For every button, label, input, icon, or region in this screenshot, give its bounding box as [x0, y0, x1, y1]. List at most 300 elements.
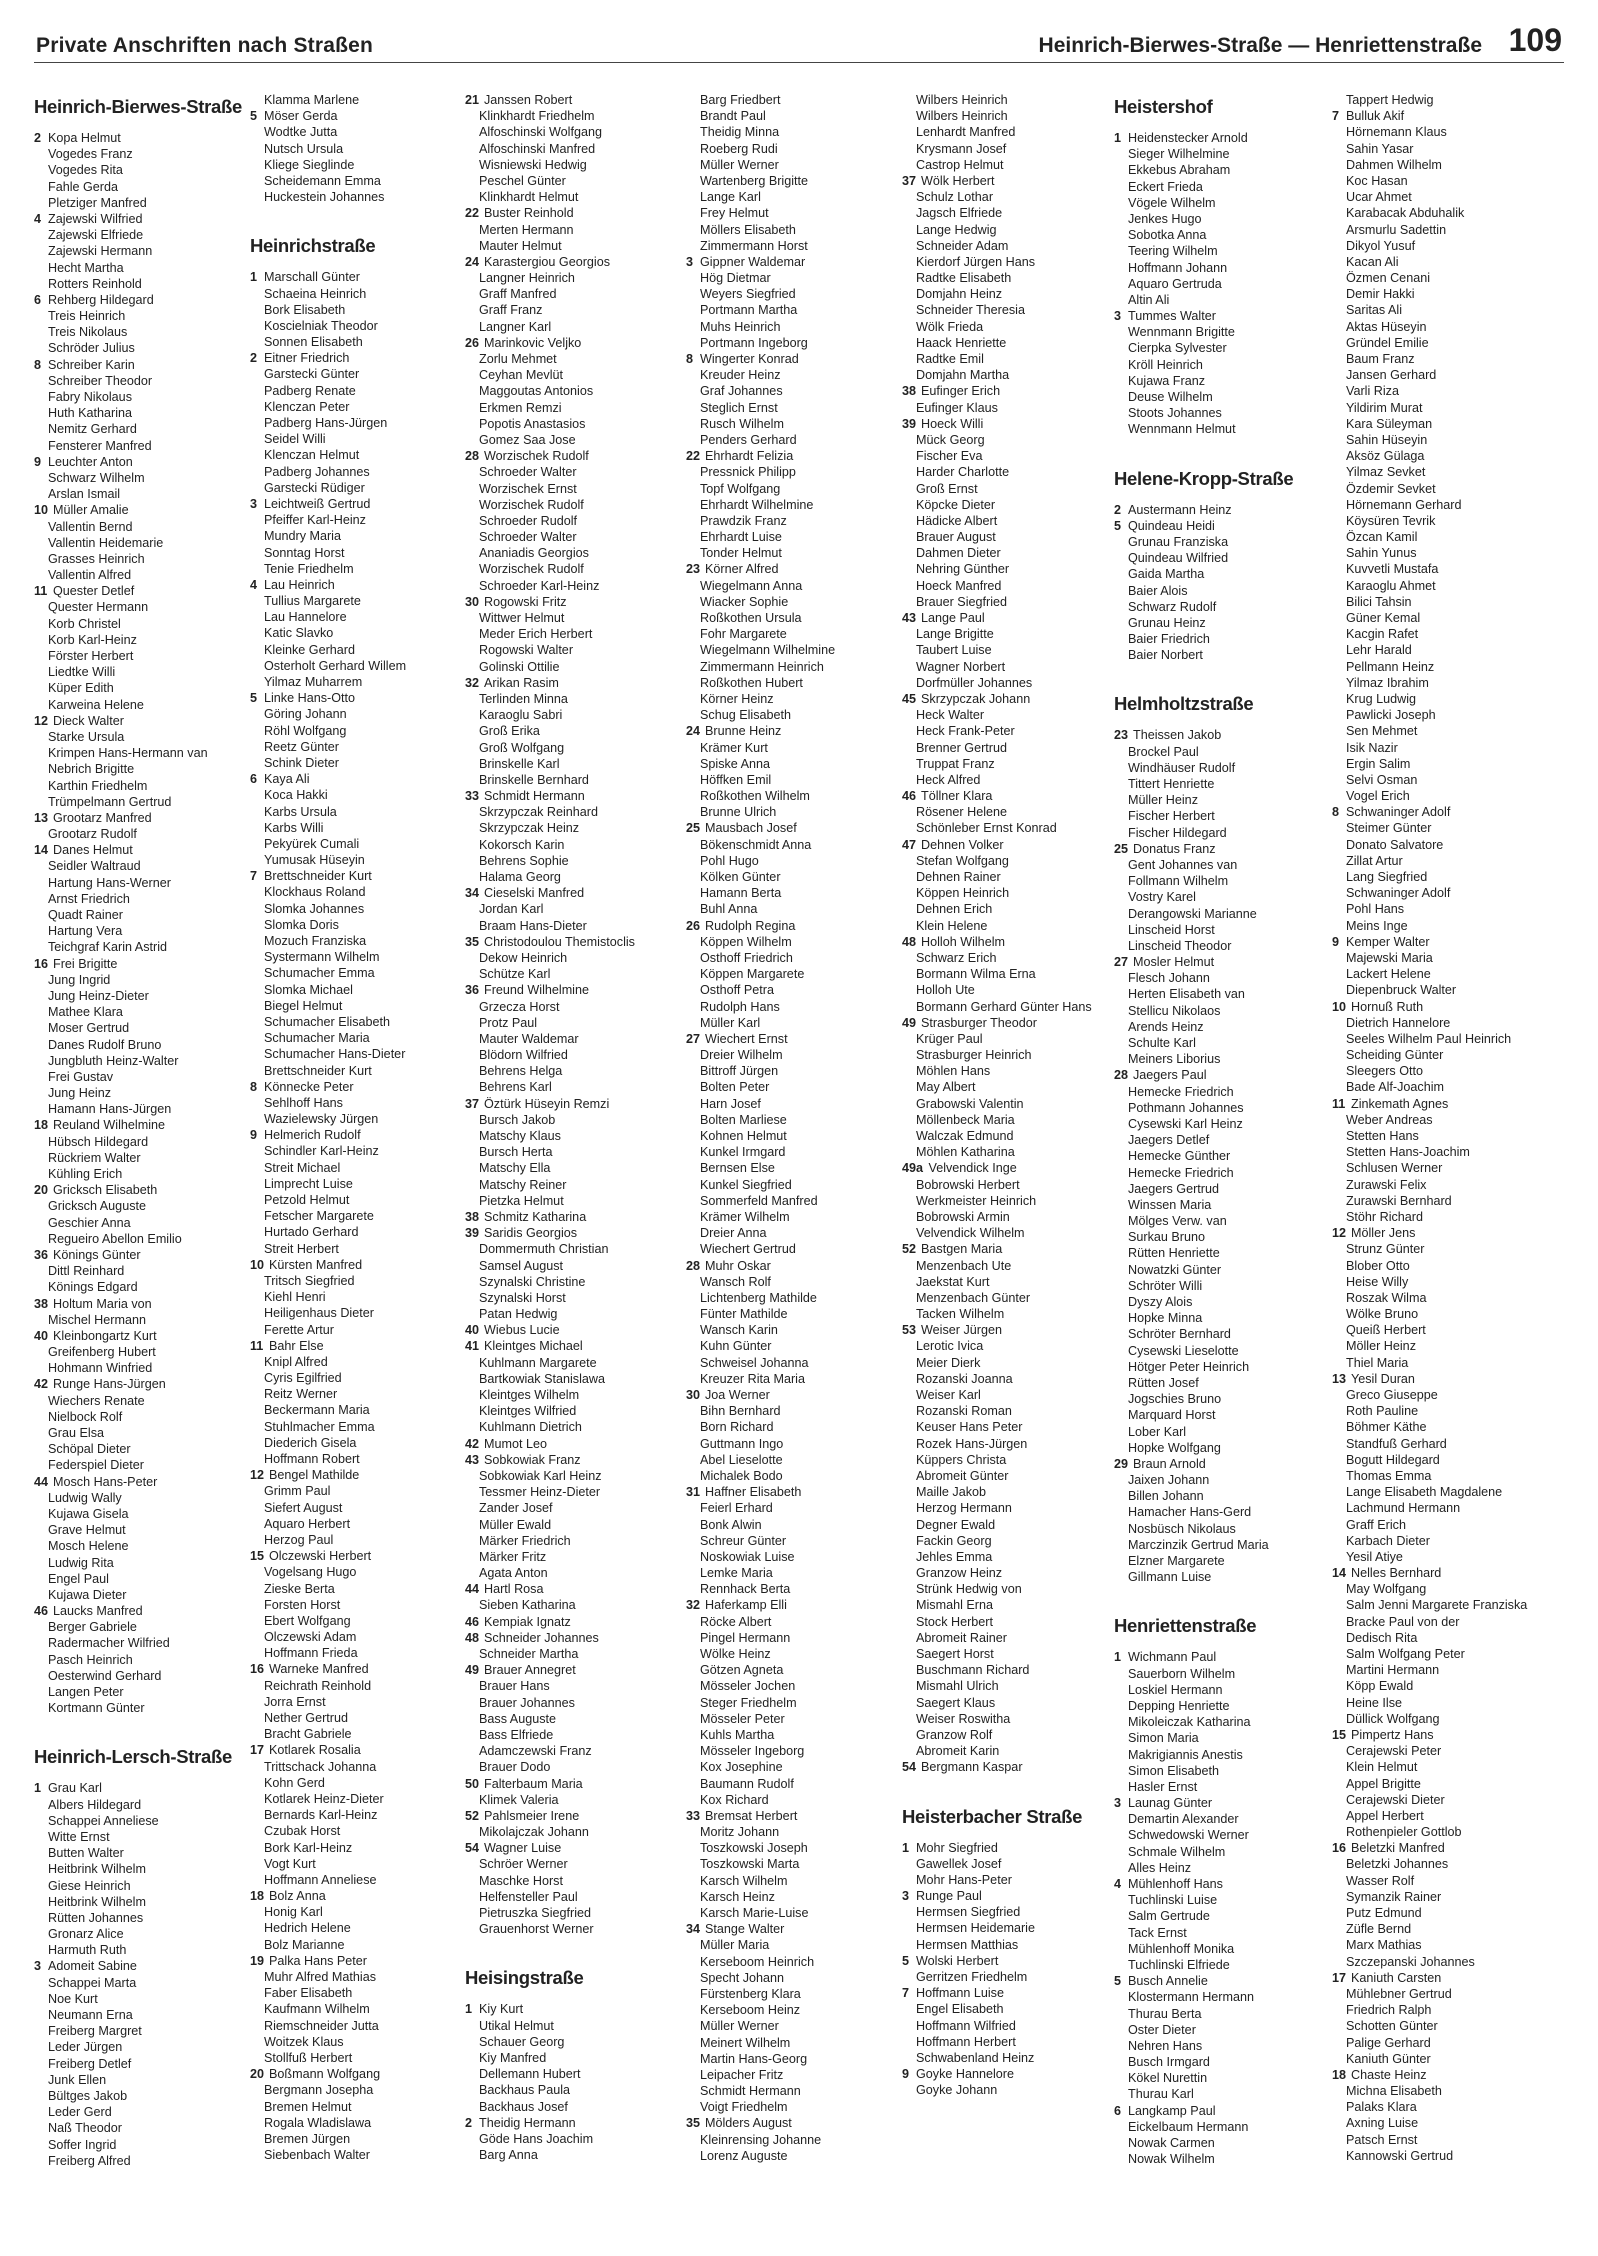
- resident-entry: [1114, 1262, 1314, 1278]
- resident-entry: [1332, 772, 1532, 788]
- resident-entry: [1332, 1986, 1532, 2002]
- resident-name: Mikolajczak Johann: [479, 1825, 589, 1840]
- resident-name: Adamczewski Franz: [479, 1744, 592, 1759]
- resident-entry: [465, 157, 665, 173]
- resident-entry: [902, 2082, 1102, 2098]
- resident-entry: [1114, 1132, 1314, 1148]
- resident-entry: [1114, 405, 1314, 421]
- resident-name: Symanzik Rainer: [1346, 1889, 1442, 1904]
- resident-name: Yilmaz Ibrahim: [1346, 675, 1429, 690]
- directory-column-4: [686, 92, 886, 2164]
- resident-name: Vogedes Franz: [48, 147, 133, 162]
- house-number: 3: [686, 254, 694, 269]
- house-number: 3: [34, 1959, 42, 1974]
- resident-name: Kara Süleyman: [1346, 416, 1433, 431]
- resident-name: Arslan Ismail: [48, 487, 121, 502]
- resident-entry: [250, 642, 450, 658]
- resident-name: Sommerfeld Manfred: [700, 1193, 818, 1208]
- house-number: 48: [902, 934, 917, 949]
- resident-name: Loskiel Hermann: [1128, 1682, 1223, 1697]
- resident-name: Treis Nikolaus: [48, 325, 128, 340]
- resident-name: Demir Hakki: [1346, 287, 1415, 302]
- resident-entry: [465, 383, 665, 399]
- resident-entry: [1332, 481, 1532, 497]
- resident-entry: [34, 195, 234, 211]
- resident-entry: [686, 772, 886, 788]
- resident-name: Güner Kemal: [1346, 611, 1421, 625]
- resident-name: Jaegers Detlef: [1128, 1133, 1210, 1148]
- resident-entry: [250, 2050, 450, 2066]
- resident-entry: [465, 270, 665, 286]
- resident-entry: [1114, 1424, 1314, 1440]
- resident-name: Billen Johann: [1128, 1489, 1204, 1504]
- resident-entry: [465, 901, 665, 917]
- resident-name: Helmerich Rudolf: [264, 1128, 361, 1143]
- resident-name: Bolz Marianne: [264, 1937, 345, 1952]
- resident-name: May Wolfgang: [1346, 1582, 1427, 1597]
- resident-entry: [34, 923, 234, 939]
- resident-name: Schneider Johannes: [484, 1630, 599, 1645]
- resident-name: Haack Henriette: [916, 335, 1007, 350]
- resident-name: Appel Brigitte: [1346, 1776, 1421, 1791]
- resident-name: Helfensteller Paul: [479, 1889, 578, 1904]
- resident-name: Schütze Karl: [479, 967, 551, 982]
- resident-name: Velvendick Inge: [928, 1161, 1017, 1176]
- resident-name: Kujawa Franz: [1128, 373, 1205, 388]
- resident-entry: [465, 1177, 665, 1193]
- resident-name: Wölke Heinz: [700, 1647, 771, 1661]
- resident-entry: [250, 1661, 450, 1677]
- resident-name: Erkmen Remzi: [479, 400, 562, 415]
- resident-name: Schwarz Rudolf: [1128, 599, 1217, 614]
- resident-name: Langen Peter: [48, 1685, 124, 1699]
- resident-name: Treis Heinrich: [48, 309, 126, 324]
- resident-name: Guttmann Ingo: [700, 1436, 784, 1451]
- resident-entry: [465, 448, 665, 464]
- resident-name: Lange Paul: [921, 611, 985, 625]
- resident-name: Patsch Ernst: [1346, 2132, 1418, 2147]
- resident-entry: [34, 1780, 234, 1796]
- resident-entry: [250, 949, 450, 965]
- house-number: 28: [1114, 1068, 1129, 1083]
- resident-entry: [1332, 2051, 1532, 2067]
- resident-entry: [902, 594, 1102, 610]
- resident-name: Wartenberg Brigitte: [700, 173, 809, 188]
- house-number: 16: [34, 956, 49, 971]
- resident-name: Danes Rudolf Bruno: [48, 1037, 162, 1052]
- resident-name: Oesterwind Gerhard: [48, 1668, 162, 1683]
- resident-name: Schröder Julius: [48, 341, 135, 356]
- resident-name: Hötger Peter Heinrich: [1128, 1359, 1250, 1374]
- resident-entry: [250, 1613, 450, 1629]
- resident-entry: [1114, 760, 1314, 776]
- resident-name: Schwaninger Adolf: [1346, 886, 1451, 901]
- resident-name: Muhr Alfred Mathias: [264, 1970, 376, 1984]
- resident-entry: [34, 1652, 234, 1668]
- resident-entry: [1332, 448, 1532, 464]
- resident-name: Klamma Marlene: [264, 93, 360, 107]
- resident-entry: [34, 1328, 234, 1344]
- resident-name: Bremen Helmut: [264, 2099, 352, 2114]
- resident-entry: [686, 432, 886, 448]
- resident-entry: [1114, 389, 1314, 405]
- resident-name: Fischer Eva: [916, 449, 983, 464]
- resident-name: Aksöz Gülaga: [1346, 449, 1425, 464]
- resident-entry: [1332, 1225, 1532, 1241]
- resident-name: Rotters Reinhold: [48, 276, 142, 291]
- resident-name: Abel Lieselotte: [700, 1452, 783, 1467]
- resident-entry: [465, 2131, 665, 2147]
- resident-entry: [465, 594, 665, 610]
- resident-entry: [1114, 1019, 1314, 1035]
- resident-name: Schlusen Werner: [1346, 1161, 1443, 1176]
- resident-name: Radermacher Wilfried: [48, 1636, 170, 1651]
- resident-entry: [902, 999, 1102, 1015]
- resident-entry: [902, 659, 1102, 675]
- resident-entry: [1114, 1908, 1314, 1924]
- resident-entry: [1114, 1682, 1314, 1698]
- resident-entry: [1332, 141, 1532, 157]
- resident-name: Reuland Wilhelmine: [53, 1118, 165, 1133]
- resident-entry: [465, 1160, 665, 1176]
- resident-name: Sahin Yunus: [1346, 546, 1417, 561]
- resident-entry: [250, 1904, 450, 1920]
- resident-entry: [1114, 2086, 1314, 2102]
- resident-entry: [686, 497, 886, 513]
- resident-entry: [1332, 804, 1532, 820]
- resident-name: Jung Heinz-Dieter: [48, 988, 149, 1003]
- house-number: 23: [686, 562, 701, 577]
- resident-entry: [902, 1678, 1102, 1694]
- resident-entry: [1332, 432, 1532, 448]
- resident-entry: [465, 691, 665, 707]
- resident-entry: [34, 470, 234, 486]
- resident-entry: [1332, 1792, 1532, 1808]
- resident-entry: [902, 820, 1102, 836]
- resident-name: Bork Karl-Heinz: [264, 1840, 353, 1855]
- resident-name: Mosch Hans-Peter: [53, 1474, 158, 1489]
- resident-entry: [465, 1597, 665, 1613]
- resident-name: Palige Gerhard: [1346, 2035, 1431, 2050]
- resident-name: Langner Heinrich: [479, 271, 575, 286]
- resident-entry: [1332, 1241, 1532, 1257]
- resident-entry: [465, 1355, 665, 1371]
- resident-name: Dikyol Yusuf: [1346, 238, 1416, 253]
- resident-entry: [34, 486, 234, 502]
- resident-name: Kaya Ali: [264, 772, 310, 787]
- resident-name: Graff Erich: [1346, 1517, 1406, 1532]
- resident-entry: [686, 1856, 886, 1872]
- resident-name: Jaekstat Kurt: [916, 1274, 990, 1289]
- house-number: 44: [34, 1474, 49, 1489]
- resident-name: Portmann Ingeborg: [700, 335, 808, 350]
- resident-name: Patan Hedwig: [479, 1307, 558, 1322]
- resident-name: Brunne Heinz: [705, 724, 782, 739]
- resident-entry: [686, 1808, 886, 1824]
- resident-entry: [686, 1468, 886, 1484]
- resident-name: Strasburger Theodor: [921, 1015, 1037, 1030]
- resident-name: Wiegelmann Wilhelmine: [700, 643, 836, 658]
- resident-entry: [1332, 740, 1532, 756]
- page-header: [34, 20, 1564, 63]
- resident-entry: [1332, 157, 1532, 173]
- resident-entry: [465, 1873, 665, 1889]
- resident-name: Blober Otto: [1346, 1258, 1410, 1273]
- house-number: 8: [686, 352, 694, 366]
- resident-name: Bracke Paul von der: [1346, 1614, 1460, 1629]
- resident-entry: [1332, 1759, 1532, 1775]
- house-number: 25: [686, 821, 701, 836]
- resident-name: Warneke Manfred: [269, 1662, 369, 1677]
- resident-name: Holtum Maria von: [53, 1296, 152, 1311]
- resident-name: Pellmann Heinz: [1346, 659, 1435, 674]
- resident-entry: [465, 497, 665, 513]
- resident-name: Naß Theodor: [48, 2121, 122, 2136]
- resident-name: Bilici Tahsin: [1346, 594, 1412, 609]
- resident-name: Krysmann Josef: [916, 141, 1007, 156]
- resident-name: Müller Karl: [700, 1015, 761, 1030]
- resident-name: Jogschies Bruno: [1128, 1392, 1222, 1407]
- resident-entry: [1332, 1711, 1532, 1727]
- resident-entry: [34, 778, 234, 794]
- resident-entry: [1114, 1957, 1314, 1973]
- resident-entry: [34, 761, 234, 777]
- resident-name: Selvi Osman: [1346, 772, 1418, 787]
- resident-entry: [1332, 610, 1532, 626]
- house-number: 40: [34, 1328, 49, 1343]
- resident-entry: [686, 383, 886, 399]
- resident-name: Behrens Sophie: [479, 853, 569, 868]
- house-number: 39: [902, 416, 917, 431]
- resident-name: Dreier Anna: [700, 1226, 767, 1241]
- resident-name: Grau Karl: [48, 1781, 102, 1796]
- resident-entry: [902, 1144, 1102, 1160]
- resident-entry: [1332, 205, 1532, 221]
- resident-entry: [34, 2072, 234, 2088]
- resident-entry: [1332, 1856, 1532, 1872]
- resident-entry: [686, 982, 886, 998]
- resident-name: Domjahn Heinz: [916, 287, 1003, 302]
- resident-name: Ehrhardt Wilhelmine: [700, 497, 814, 512]
- resident-entry: [465, 2001, 665, 2017]
- resident-entry: [1114, 1472, 1314, 1488]
- resident-entry: [1114, 583, 1314, 599]
- resident-name: Brunne Ulrich: [700, 805, 777, 820]
- house-number: 46: [465, 1614, 480, 1629]
- resident-name: Mohr Siegfried: [916, 1840, 998, 1855]
- resident-name: Bormann Gerhard Günter Hans: [916, 999, 1092, 1014]
- resident-name: Frei Gustav: [48, 1069, 114, 1084]
- resident-entry: [902, 238, 1102, 254]
- resident-name: Stöhr Richard: [1346, 1209, 1423, 1224]
- resident-name: Forsten Horst: [264, 1597, 341, 1612]
- resident-entry: [1114, 1763, 1314, 1779]
- resident-name: Lackert Helene: [1346, 967, 1431, 982]
- resident-name: Klimek Valeria: [479, 1792, 559, 1807]
- resident-entry: [34, 1878, 234, 1894]
- resident-name: Dyszy Alois: [1128, 1295, 1193, 1309]
- resident-name: Brauer Siegfried: [916, 594, 1008, 609]
- resident-entry: [1332, 626, 1532, 642]
- resident-entry: [250, 1920, 450, 1936]
- resident-entry: [1114, 1876, 1314, 1892]
- resident-entry: [1114, 1035, 1314, 1051]
- resident-name: Schroeder Rudolf: [479, 513, 578, 528]
- resident-name: Hopke Wolfgang: [1128, 1440, 1221, 1455]
- resident-entry: [1114, 1892, 1314, 1908]
- resident-name: Behrens Helga: [479, 1064, 563, 1079]
- resident-name: Hermsen Matthias: [916, 1937, 1019, 1952]
- resident-entry: [34, 179, 234, 195]
- resident-entry: [34, 1409, 234, 1425]
- resident-entry: [902, 351, 1102, 367]
- resident-entry: [902, 1840, 1102, 1856]
- resident-entry: [1332, 1338, 1532, 1354]
- resident-name: Halama Georg: [479, 870, 561, 884]
- resident-entry: [1114, 1213, 1314, 1229]
- resident-entry: [34, 1894, 234, 1910]
- resident-entry: [686, 1338, 886, 1354]
- resident-entry: [1332, 335, 1532, 351]
- resident-name: Gricksch Elisabeth: [53, 1183, 158, 1198]
- resident-entry: [465, 950, 665, 966]
- resident-entry: [1332, 1452, 1532, 1468]
- resident-entry: [1114, 1197, 1314, 1213]
- resident-entry: [250, 1872, 450, 1888]
- resident-name: Müller Ewald: [479, 1517, 552, 1532]
- directory-column-3: [465, 92, 665, 2163]
- resident-entry: [686, 853, 886, 869]
- house-number: 52: [902, 1242, 917, 1257]
- resident-entry: [686, 2115, 886, 2131]
- house-number: 41: [465, 1339, 480, 1354]
- resident-entry: [250, 366, 450, 382]
- resident-name: Grauenhorst Werner: [479, 1922, 594, 1937]
- resident-entry: [902, 157, 1102, 173]
- resident-entry: [34, 891, 234, 907]
- resident-name: Weiser Jürgen: [921, 1323, 1002, 1338]
- resident-name: Klinkhardt Helmut: [479, 190, 579, 205]
- resident-entry: [1114, 162, 1314, 178]
- resident-entry: [686, 1079, 886, 1095]
- resident-entry: [686, 157, 886, 173]
- resident-entry: [250, 399, 450, 415]
- resident-name: Szynalski Christine: [479, 1274, 586, 1289]
- resident-name: Tessmer Heinz-Dieter: [479, 1485, 601, 1500]
- resident-entry: [902, 1565, 1102, 1581]
- resident-entry: [902, 1177, 1102, 1193]
- resident-name: Zajewski Wilfried: [48, 211, 143, 226]
- resident-name: Lange Hedwig: [916, 222, 997, 237]
- resident-entry: [465, 626, 665, 642]
- resident-name: Fürstenberg Klara: [700, 1986, 801, 2001]
- resident-entry: [34, 1571, 234, 1587]
- resident-entry: [1332, 92, 1532, 108]
- resident-entry: [250, 1791, 450, 1807]
- resident-name: Schink Dieter: [264, 755, 339, 770]
- resident-name: Yildirim Murat: [1346, 400, 1423, 415]
- resident-name: Sobotka Anna: [1128, 228, 1207, 243]
- resident-entry: [250, 836, 450, 852]
- resident-entry: [250, 998, 450, 1014]
- resident-entry: [1332, 1436, 1532, 1452]
- resident-entry: [1114, 970, 1314, 986]
- resident-entry: [1332, 950, 1532, 966]
- resident-name: Mosler Helmut: [1133, 955, 1215, 970]
- resident-name: Rothenpieler Gottlob: [1346, 1825, 1462, 1840]
- resident-name: Kiy Kurt: [479, 2002, 524, 2017]
- resident-entry: [250, 1030, 450, 1046]
- resident-entry: [250, 512, 450, 528]
- resident-entry: [250, 1969, 450, 1985]
- resident-entry: [1332, 529, 1532, 545]
- resident-entry: [1332, 1695, 1532, 1711]
- resident-entry: [1114, 179, 1314, 195]
- resident-entry: [1114, 1165, 1314, 1181]
- resident-name: Korb Christel: [48, 616, 121, 631]
- resident-name: Frei Brigitte: [53, 956, 118, 971]
- resident-entry: [1114, 146, 1314, 162]
- resident-entry: [686, 2018, 886, 2034]
- house-number: 12: [250, 1468, 265, 1483]
- resident-name: Prawdzik Franz: [700, 513, 787, 528]
- resident-entry: [1114, 550, 1314, 566]
- resident-entry: [1332, 982, 1532, 998]
- resident-entry: [1332, 966, 1532, 982]
- resident-entry: [902, 1727, 1102, 1743]
- resident-name: Marczinzik Gertrud Maria: [1128, 1537, 1269, 1552]
- resident-entry: [34, 616, 234, 632]
- resident-name: Huth Katharina: [48, 406, 133, 421]
- resident-name: Lober Karl: [1128, 1424, 1187, 1439]
- resident-entry: [250, 755, 450, 771]
- resident-name: Mauter Helmut: [479, 238, 562, 253]
- house-number: 53: [902, 1323, 917, 1338]
- resident-entry: [250, 1840, 450, 1856]
- resident-name: Topf Wolfgang: [700, 481, 781, 496]
- directory-column-2: [250, 92, 450, 2163]
- resident-name: Bulluk Akif: [1346, 109, 1405, 124]
- resident-name: Hemecke Friedrich: [1128, 1084, 1234, 1099]
- house-number: 8: [250, 1079, 258, 1094]
- resident-entry: [465, 788, 665, 804]
- resident-entry: [1332, 238, 1532, 254]
- resident-name: Kühling Erich: [48, 1167, 123, 1181]
- resident-name: Padberg Renate: [264, 383, 356, 398]
- resident-name: Simon Maria: [1128, 1731, 1199, 1746]
- house-number: 26: [465, 335, 480, 350]
- resident-entry: [686, 1517, 886, 1533]
- resident-name: Goyke Hannelore: [916, 2067, 1015, 2082]
- resident-name: Olczewski Adam: [264, 1630, 357, 1645]
- resident-name: Regueiro Abellon Emilio: [48, 1231, 182, 1246]
- resident-entry: [465, 934, 665, 950]
- resident-entry: [250, 1127, 450, 1143]
- resident-entry: [465, 1727, 665, 1743]
- resident-name: Quester Hermann: [48, 600, 149, 615]
- resident-entry: [1332, 675, 1532, 691]
- resident-entry: [902, 1063, 1102, 1079]
- resident-name: Chaste Heinz: [1351, 2067, 1427, 2082]
- resident-entry: [686, 270, 886, 286]
- resident-name: Alfoschinski Wolfgang: [479, 125, 602, 140]
- resident-name: Tack Ernst: [1128, 1925, 1187, 1940]
- resident-name: Schmale Wilhelm: [1128, 1844, 1226, 1859]
- resident-name: Geschier Anna: [48, 1215, 131, 1230]
- resident-name: Schumacher Hans-Dieter: [264, 1047, 406, 1062]
- resident-name: Kleintges Wilhelm: [479, 1388, 580, 1402]
- resident-entry: [902, 1306, 1102, 1322]
